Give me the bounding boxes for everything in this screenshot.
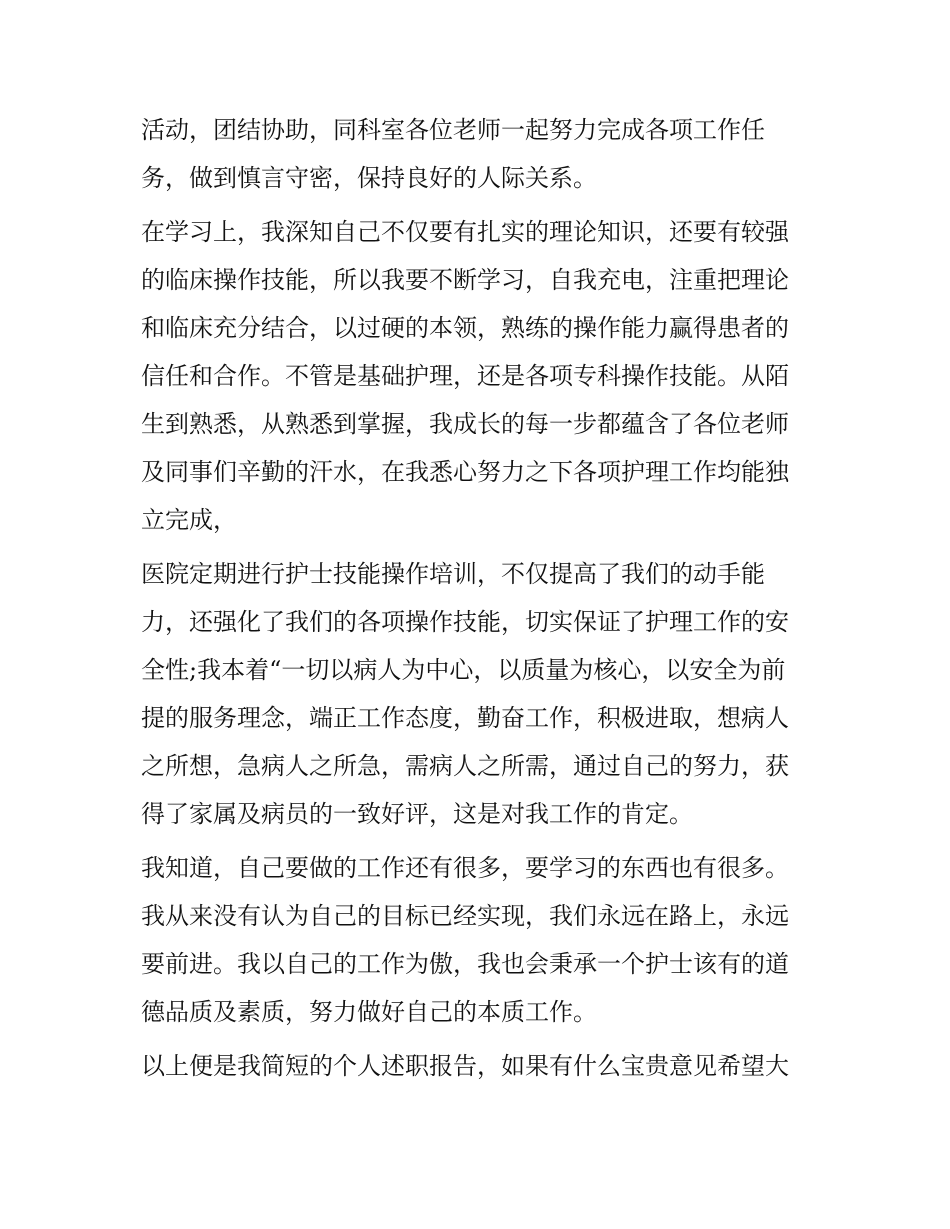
text-line: 及同事们辛勤的汗水，在我悉心努力之下各项护理工作均能独 — [141, 458, 789, 486]
text-line: 立完成， — [141, 506, 237, 534]
text-line: 力，还强化了我们的各项操作技能，切实保证了护理工作的安 — [141, 608, 789, 636]
text-line: 活动，团结协助，同科室各位老师一起努力完成各项工作任 — [141, 116, 765, 144]
paragraph-outlook — [141, 844, 821, 1036]
text-line: 和临床充分结合，以过硬的本领，熟练的操作能力赢得患者的 — [141, 314, 789, 342]
text-line: 德品质及素质，努力做好自己的本质工作。 — [141, 998, 597, 1026]
text-line: 全性;我本着“一切以病人为中心，以质量为核心，以安全为前 — [141, 656, 786, 684]
document-body — [141, 106, 821, 1090]
text-line: 得了家属及病员的一致好评，这是对我工作的肯定。 — [141, 800, 693, 828]
text-line: 以上便是我简短的个人述职报告，如果有什么宝贵意见希望大 — [141, 1052, 789, 1080]
text-line: 信任和合作。不管是基础护理，还是各项专科操作技能。从陌 — [141, 362, 789, 390]
paragraph-conclusion — [141, 1042, 821, 1090]
paragraph-study — [141, 208, 821, 544]
text-line: 要前进。我以自己的工作为傲，我也会秉承一个护士该有的道 — [141, 950, 789, 978]
paragraph-training — [141, 550, 821, 838]
text-line: 生到熟悉，从熟悉到掌握，我成长的每一步都蕴含了各位老师 — [141, 410, 789, 438]
text-line: 提的服务理念，端正工作态度，勤奋工作，积极进取，想病人 — [141, 704, 789, 732]
text-line: 我从来没有认为自己的目标已经实现，我们永远在路上，永远 — [141, 902, 789, 930]
text-line: 在学习上，我深知自己不仅要有扎实的理论知识，还要有较强 — [141, 218, 789, 246]
text-line: 我知道，自己要做的工作还有很多，要学习的东西也有很多。 — [141, 854, 789, 882]
text-line: 之所想，急病人之所急，需病人之所需，通过自己的努力，获 — [141, 752, 789, 780]
text-line: 务，做到慎言守密，保持良好的人际关系。 — [141, 164, 597, 192]
text-line: 的临床操作技能，所以我要不断学习，自我充电，注重把理论 — [141, 266, 789, 294]
paragraph-teamwork — [141, 106, 821, 202]
text-line: 医院定期进行护士技能操作培训，不仅提高了我们的动手能 — [141, 560, 765, 588]
